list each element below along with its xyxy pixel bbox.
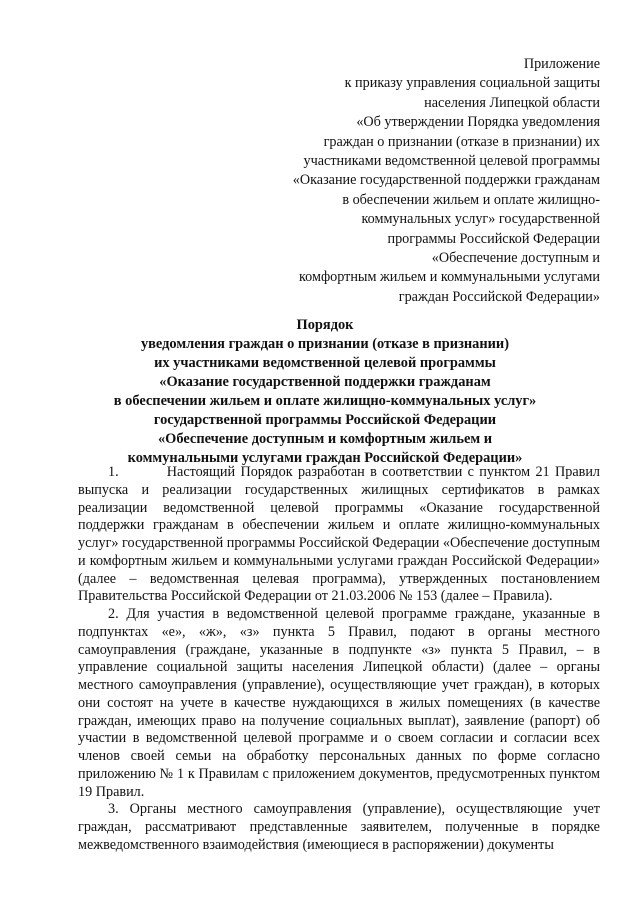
title-line: государственной программы Российской Федерации [153,412,497,428]
appendix-line: комфортным жильем и коммунальными услугами [298,269,600,286]
appendix-line: «Обеспечение доступным и [431,250,600,267]
paragraph-2: 2. Для участия в ведомственной целевой программе граждане, указанные в подпунктах «е», «ж», «з» пункта 5 Правил, подают в органы местного самоуправления (граждане, указанные в подпункте «з» пункта 5 Правил, – в управление социальной защиты населения Липецкой области) (далее – органы местного самоуправления (управление), осуществляющие учет граждан), в которых они состоят на учете в качестве нуждающихся в жилых помещениях (в качестве граждан, имеющих право на получение социальных выплат), заявление (рапорт) об участии в ведомственной целевой программе и о своем согласии и согласии всех членов своей семьи на обработку персональных данных по форме согласно приложению № 1 к Правилам с приложением документов, предусмотренных пунктом 19 Правил. [78,606,600,800]
appendix-header [200,55,600,307]
appendix-line: «Об утверждении Порядка уведомления [356,114,600,131]
appendix-line: граждан о признании (отказе в признании) их [323,133,600,150]
appendix-line: в обеспечении жильем и оплате жилищно- [342,191,600,208]
title-line: коммунальными услугами граждан Российской Федерации» [127,450,523,466]
title-line: «Оказание государственной поддержки гражданам [159,374,491,390]
appendix-line: граждан Российской Федерации» [398,288,600,305]
paragraph-3: 3. Органы местного самоуправления (управление), осуществляющие учет граждан, рассматривают представленные заявителем, полученные в порядке межведомственного взаимодействия (имеющиеся в распоряжении) документы [78,801,600,853]
title-line: Порядок [296,317,354,333]
title-line: уведомления граждан о признании (отказе в признании) [140,336,510,352]
title-line: «Обеспечение доступным и комфортным жильем и [157,431,493,447]
appendix-line: коммунальных услуг» государственной [361,211,600,228]
appendix-line: населения Липецкой области [424,94,600,111]
document-title [60,316,590,468]
appendix-line: участниками ведомственной целевой программы [303,153,600,170]
appendix-line: программы Российской Федерации [387,230,600,247]
appendix-line: «Оказание государственной поддержки гражданам [292,172,600,189]
document-body [78,464,600,855]
appendix-line: Приложение [523,56,600,72]
title-line: их участниками ведомственной целевой программы [154,355,496,371]
title-line: в обеспечении жильем и оплате жилищно-коммунальных услуг» [113,393,537,409]
paragraph-1: 1. Настоящий Порядок разработан в соответствии с пунктом 21 Правил выпуска и реализации государственных жилищных сертификатов в рамках реализации ведомственной целевой программы «Оказание государственной поддержки гражданам в обеспечении жильем и оплате жилищно-коммунальных услуг» государственной программы Российской Федерации «Обеспечение доступным и комфортным жильем и коммунальными услугами граждан Российской Федерации» (далее – ведомственная целевая программа), утвержденных постановлением Правительства Российской Федерации от 21.03.2006 № 153 (далее – Правила). [78,464,600,605]
appendix-line: к приказу управления социальной защиты [344,75,600,92]
